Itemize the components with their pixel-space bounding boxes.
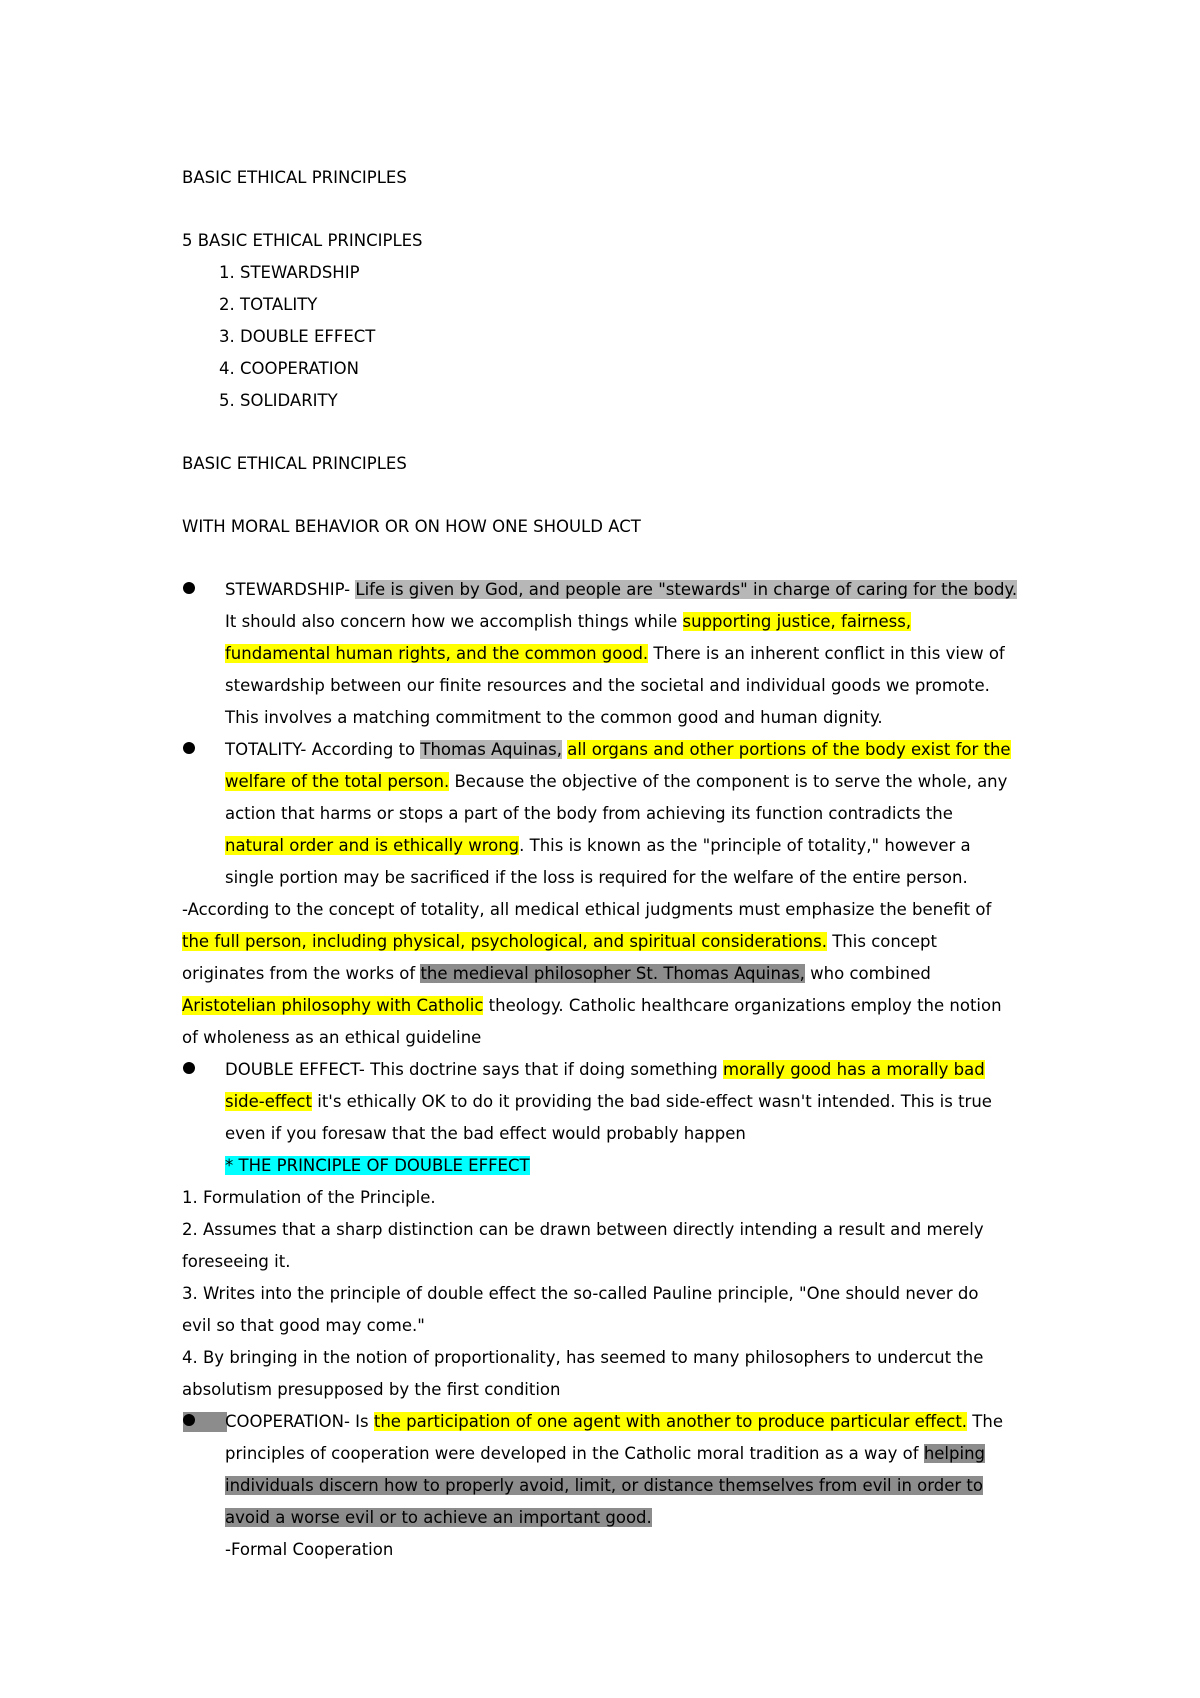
cooperation-line	[225, 1506, 652, 1530]
text-run: TOTALITY- According to	[225, 740, 421, 759]
double-effect-item: foreseeing it.	[182, 1252, 291, 1271]
highlight-yellow: welfare of the total person.	[225, 772, 450, 791]
bullet-icon	[183, 1062, 195, 1074]
text-run: originates from the works of	[182, 964, 421, 983]
highlight-yellow: fundamental human rights, and the common good.	[225, 644, 649, 663]
text-run: who combined	[804, 964, 931, 983]
totality-paragraph	[182, 994, 1002, 1018]
list-item: 1. STEWARDSHIP	[219, 263, 360, 282]
double-effect-item: evil so that good may come."	[182, 1316, 425, 1335]
text-run: . This is known as the "principle of totality," however a	[519, 836, 971, 855]
totality-line: action that harms or stops a part of the body from achieving its function contradicts the	[225, 804, 953, 823]
stewardship-line	[225, 642, 1005, 666]
text-run: There is an inherent conflict in this view of	[648, 644, 1005, 663]
highlight-gray: helping	[923, 1444, 985, 1463]
totality-line	[225, 834, 971, 858]
highlight-cyan: * THE PRINCIPLE OF DOUBLE EFFECT	[225, 1156, 530, 1175]
bullet-icon	[183, 742, 195, 754]
section-heading: BASIC ETHICAL PRINCIPLES	[182, 454, 407, 473]
highlight-yellow: morally good has a morally bad	[723, 1060, 985, 1079]
text-run: COOPERATION- Is	[225, 1412, 374, 1431]
text-run: it's ethically OK to do it providing the bad side-effect wasn't intended. This is true	[311, 1092, 992, 1111]
text-run: theology. Catholic healthcare organizations employ the notion	[483, 996, 1002, 1015]
highlight-gray: avoid a worse evil or to achieve an important good.	[225, 1508, 652, 1527]
doc-title: BASIC ETHICAL PRINCIPLES	[182, 168, 407, 187]
stewardship-line: stewardship between our finite resources and the societal and individual goods we promote.	[225, 676, 990, 695]
cooperation-line	[225, 1474, 983, 1498]
totality-paragraph: of wholeness as an ethical guideline	[182, 1028, 482, 1047]
double-effect-item: 1. Formulation of the Principle.	[182, 1188, 436, 1207]
totality-paragraph	[182, 962, 931, 986]
text-run: It should also concern how we accomplish things while	[225, 612, 683, 631]
cooperation-line: -Formal Cooperation	[225, 1540, 394, 1559]
text-run: The	[967, 1412, 1003, 1431]
double-effect-item: absolutism presupposed by the first condition	[182, 1380, 561, 1399]
stewardship-line	[225, 610, 911, 634]
highlight-yellow: side-effect	[225, 1092, 312, 1111]
sub-heading: WITH MORAL BEHAVIOR OR ON HOW ONE SHOULD ACT	[182, 517, 641, 536]
cooperation-line	[225, 1410, 1003, 1434]
highlight-yellow: supporting justice, fairness,	[682, 612, 912, 631]
bullet-icon	[183, 1414, 195, 1426]
list-item: 4. COOPERATION	[219, 359, 359, 378]
double-effect-line	[225, 1090, 992, 1114]
stewardship-line: This involves a matching commitment to the common good and human dignity.	[225, 708, 883, 727]
cooperation-line	[225, 1442, 985, 1466]
double-effect-line	[225, 1154, 530, 1178]
highlight-yellow: the full person, including physical, psychological, and spiritual considerations.	[182, 932, 827, 951]
totality-line	[225, 738, 1011, 762]
text-run: STEWARDSHIP-	[225, 580, 356, 599]
double-effect-item: 4. By bringing in the notion of proportionality, has seemed to many philosophers to undercut the	[182, 1348, 984, 1367]
highlight-gray: the medieval philosopher St. Thomas Aquinas,	[420, 964, 805, 983]
text-run: principles of cooperation were developed in the Catholic moral tradition as a way of	[225, 1444, 924, 1463]
highlight-gray: Thomas Aquinas,	[420, 740, 562, 759]
totality-paragraph: -According to the concept of totality, all medical ethical judgments must emphasize the benefit of	[182, 900, 992, 919]
highlight-yellow: the participation of one agent with another to produce particular effect.	[373, 1412, 968, 1431]
list-heading: 5 BASIC ETHICAL PRINCIPLES	[182, 231, 423, 250]
text-run: Because the objective of the component is to serve the whole, any	[449, 772, 1008, 791]
totality-paragraph	[182, 930, 937, 954]
list-item: 5. SOLIDARITY	[219, 391, 338, 410]
totality-line: single portion may be sacrificed if the loss is required for the welfare of the entire person.	[225, 868, 968, 887]
text-run: DOUBLE EFFECT- This doctrine says that if doing something	[225, 1060, 723, 1079]
double-effect-item: 2. Assumes that a sharp distinction can be drawn between directly intending a result and merely	[182, 1220, 984, 1239]
text-run: This concept	[826, 932, 937, 951]
totality-line	[225, 770, 1007, 794]
double-effect-item: 3. Writes into the principle of double effect the so-called Pauline principle, "One should never do	[182, 1284, 979, 1303]
list-item: 3. DOUBLE EFFECT	[219, 327, 376, 346]
highlight-yellow: natural order and is ethically wrong	[225, 836, 520, 855]
highlight-yellow: all organs and other portions of the body exist for the	[567, 740, 1011, 759]
highlight-yellow: Aristotelian philosophy with Catholic	[182, 996, 484, 1015]
double-effect-line: even if you foresaw that the bad effect would probably happen	[225, 1124, 746, 1143]
double-effect-line	[225, 1058, 985, 1082]
stewardship-line	[225, 578, 1017, 602]
bullet-icon	[183, 582, 195, 594]
highlight-gray: Life is given by God, and people are "stewards" in charge of caring for the body.	[355, 580, 1018, 599]
highlight-gray: individuals discern how to properly avoid, limit, or distance themselves from evil in order to	[225, 1476, 983, 1495]
list-item: 2. TOTALITY	[219, 295, 318, 314]
